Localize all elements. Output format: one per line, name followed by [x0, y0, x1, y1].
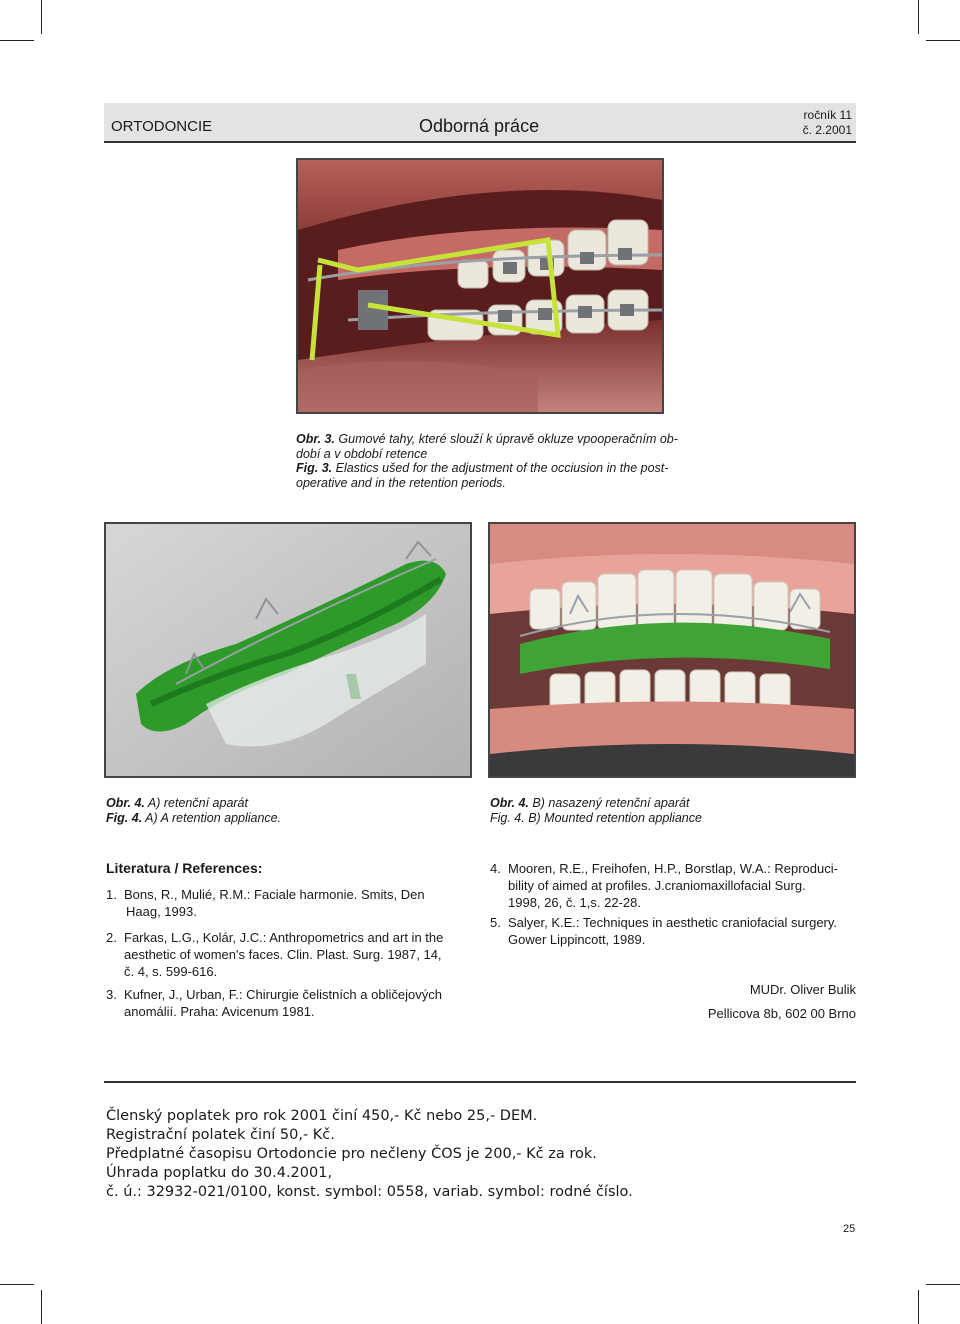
caption-label: Obr. 4. — [106, 796, 145, 810]
reference-number: 2. — [106, 930, 117, 945]
figure-4b-photo — [488, 522, 856, 778]
caption-label: Fig. 3. — [296, 461, 333, 475]
caption-label: Obr. 3. — [296, 432, 335, 446]
retention-appliance-image — [106, 524, 470, 776]
reference-item — [490, 860, 860, 911]
crop-mark — [41, 1290, 42, 1324]
reference-text: Haag, 1993. — [126, 904, 197, 919]
reference-text: bility of aimed at profiles. J.craniomaxillofacial Surg. — [508, 878, 806, 893]
caption-text: operative and in the retention periods. — [296, 475, 506, 490]
crop-mark — [926, 1284, 960, 1285]
crop-mark — [0, 1284, 34, 1285]
crop-mark — [918, 0, 919, 34]
reference-item — [106, 986, 476, 1020]
crop-mark — [926, 40, 960, 41]
reference-text: č. 4, s. 599-616. — [124, 964, 218, 979]
references-title: Literatura / References: — [106, 860, 263, 876]
reference-number: 5. — [490, 915, 501, 930]
reference-text: Salyer, K.E.: Techniques in aesthetic craniofacial surgery. — [508, 915, 838, 930]
caption-text: Elastics ušed for the adjustment of the occiusion in the post- — [335, 461, 669, 475]
crop-mark — [41, 0, 42, 34]
fee-line: Úhrada poplatku do 30.4.2001, — [106, 1165, 333, 1181]
reference-text: Mooren, R.E., Freihofen, H.P., Borstlap, W.A.: Reproduci- — [508, 861, 838, 876]
braces-elastics-image — [298, 160, 662, 412]
fee-line: Registrační polatek činí 50,- Kč. — [106, 1127, 335, 1143]
figure-4b-caption — [490, 796, 850, 825]
page-header — [104, 103, 856, 143]
page-title: Odborná práce — [419, 116, 540, 136]
caption-text: A) retenční aparát — [147, 796, 248, 810]
journal-section: ORTODONCIE — [111, 118, 213, 135]
caption-label: Fig. 4. — [106, 810, 143, 825]
caption-text: dobí a v období retence — [296, 446, 428, 461]
author-name: MUDr. Oliver Bulik — [749, 982, 856, 997]
issue-label: č. 2.2001 — [802, 123, 852, 137]
reference-number: 4. — [490, 861, 501, 876]
figure-4a-photo — [104, 522, 472, 778]
reference-item — [106, 886, 476, 920]
reference-text: Gower Lippincott, 1989. — [508, 932, 646, 947]
author-block — [560, 978, 856, 1026]
caption-text: Gumové tahy, které slouží k úpravě okluze vpooperačním ob- — [338, 432, 678, 446]
issue-info — [803, 108, 852, 138]
fee-line: Předplatné časopisu Ortodoncie pro nečleny ČOS je 200,- Kč za rok. — [106, 1146, 597, 1162]
author-address: Pellicova 8b, 602 00 Brno — [707, 1006, 856, 1021]
fee-line: č. ú.: 32932-021/0100, konst. symbol: 0558, variab. symbol: rodné číslo. — [106, 1184, 633, 1200]
caption-text: Fig. 4. B) Mounted retention appliance — [490, 810, 702, 825]
figure-4a-caption — [106, 796, 446, 825]
reference-item — [490, 914, 860, 948]
caption-label: Obr. 4. — [490, 796, 529, 810]
crop-mark — [0, 40, 34, 41]
reference-number: 3. — [106, 987, 117, 1002]
reference-text: anomálií. Praha: Avicenum 1981. — [124, 1004, 315, 1019]
reference-text: Bons, R., Mulié, R.M.: Faciale harmonie. Smits, Den — [124, 887, 425, 902]
reference-text: Kufner, J., Urban, F.: Chirurgie čelistních a obličejových — [124, 987, 442, 1002]
reference-number: 1. — [106, 887, 117, 902]
caption-text: B) nasazený retenční aparát — [532, 796, 690, 810]
page-number: 25 — [843, 1223, 856, 1235]
figure-3-caption — [296, 432, 716, 490]
reference-text: 1998, 26, č. 1,s. 22-28. — [508, 895, 641, 910]
reference-text: aesthetic of women's faces. Clin. Plast. Surg. 1987, 14, — [124, 947, 442, 962]
caption-text: A) A retention appliance. — [145, 810, 282, 825]
reference-text: Farkas, L.G., Kolár, J.C.: Anthropometrics and art in the — [124, 930, 444, 945]
volume-label: ročník 11 — [803, 108, 852, 122]
reference-item — [106, 929, 476, 980]
mounted-retainer-image — [490, 524, 854, 776]
divider — [104, 1081, 856, 1083]
crop-mark — [918, 1290, 919, 1324]
fee-line: Členský poplatek pro rok 2001 činí 450,- Kč nebo 25,- DEM. — [106, 1108, 538, 1124]
figure-3-photo — [296, 158, 664, 414]
